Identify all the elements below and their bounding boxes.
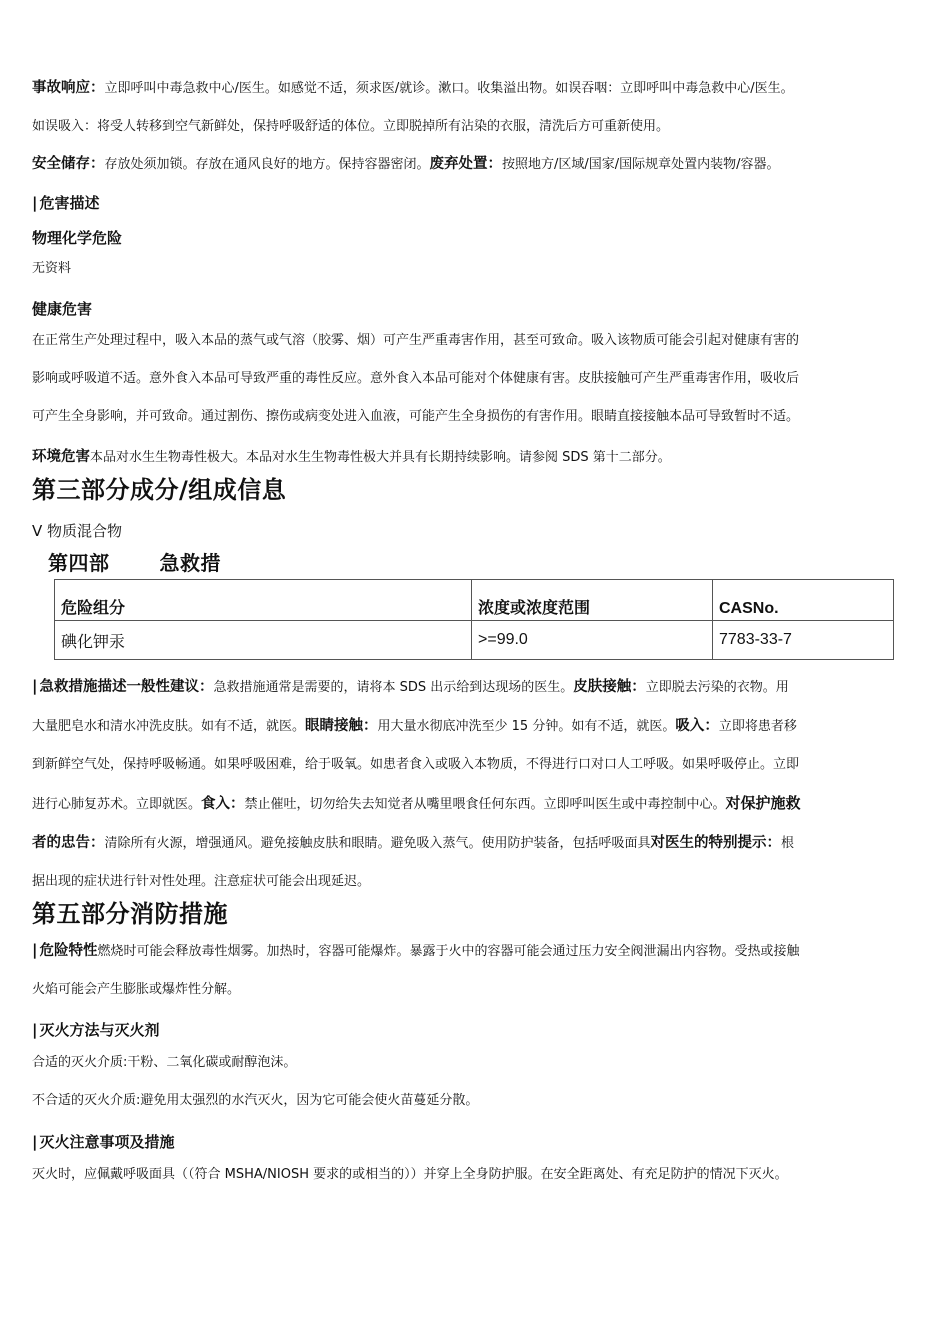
health-hazard-text	[32, 322, 918, 436]
fire-precaution-text: 灭火时，应佩戴呼吸面具（（符合 MSHA/NIOSH 要求的或相当的））并穿上全身防护服。在安全距离处、有充足防护的情况下灭火。	[32, 1167, 788, 1182]
fire-hazard-line-1	[32, 931, 918, 971]
rescuer-advice-label: 对保护施救	[725, 794, 801, 812]
accident-response-text: 立即呼叫中毒急救中心/医生。如感觉不适，须求医/就诊。漱口。收集溢出物。如误吞咽：立即呼叫中毒急救中心/医生。	[104, 81, 794, 96]
fire-hazard-label: 危险特性	[39, 943, 98, 959]
unsuitable-media-text: 不合适的灭火介质:避免用太强烈的水汽灭火，因为它可能会使火苗蔓延分散。	[32, 1093, 479, 1108]
health-hazard-line-1: 在正常生产处理过程中，吸入本品的蒸气或气溶（胶雾、烟）可产生严重毒害作用，甚至可致命。吸入该物质可能会引起对健康有害的	[32, 333, 800, 348]
part5-title: 第五部分消防措施	[32, 900, 228, 928]
fire-hazard-line-2: 火焰可能会产生膨胀或爆炸性分解。	[32, 982, 241, 997]
table-cell-concentration: >=99.0	[472, 621, 713, 660]
first-aid-general-text: 急救措施通常是需要的，请将本 SDS 出示给到达现场的医生。	[213, 680, 574, 695]
first-aid-line-6: 据出现的症状进行针对性处理。注意症状可能会出现延迟。	[32, 874, 371, 889]
first-aid-block	[32, 667, 918, 901]
inhalation-text: 立即将患者移	[718, 719, 797, 734]
phys-chem-hazard-text: 无资料	[32, 261, 72, 276]
first-aid-line-2	[32, 707, 918, 746]
health-hazard-title: 健康危害	[32, 300, 93, 318]
health-hazard-line-2: 影响或呼吸道不适。意外食入本品可导致严重的毒性反应。意外食入本品可能对个体健康有害。皮肤接触可产生严重毒害作用，吸收后	[32, 371, 800, 386]
disposal-text: 按照地方/区域/国家/国际规章处置内装物/容器。	[502, 157, 780, 172]
extinguish-method-title: | 灭火方法与灭火剂	[32, 1021, 160, 1039]
fire-precaution-title: | 灭火注意事项及措施	[32, 1133, 175, 1151]
table-header-row	[55, 580, 894, 621]
section-marker: |	[32, 1021, 38, 1039]
first-aid-line-4	[32, 784, 918, 824]
accident-response-label: 事故响应：	[32, 80, 105, 96]
composition-table	[54, 579, 894, 660]
storage-line	[32, 147, 918, 182]
inhalation-label: 吸入：	[675, 718, 719, 734]
eye-contact-label: 眼睛接触：	[305, 718, 378, 734]
substance-mixture-label: V 物质混合物	[32, 522, 123, 540]
environment-hazard-text: 本品对水生生物毒性极大。本品对水生生物毒性极大并具有长期持续影响。请参阅 SDS 第十二部分。	[90, 450, 671, 465]
first-aid-line-3: 到新鲜空气处，保持呼吸畅通。如果呼吸困难，给于吸氧。如患者食入或吸入本物质，不得进行口对口人工呼吸。如果呼吸停止。立即	[32, 757, 800, 772]
suitable-media-text: 合适的灭火介质:干粉、二氧化碳或耐醇泡沫。	[32, 1055, 297, 1070]
part3-title: 第三部分成分/组成信息	[32, 476, 287, 504]
skin-contact-text: 立即脱去污染的衣物。用	[645, 680, 789, 695]
storage-text: 存放处须加锁。存放在通风良好的地方。保持容器密闭。	[104, 157, 430, 172]
accident-response-line-2	[32, 107, 918, 147]
part4-overlap-title: 第四部 急救措	[48, 551, 221, 575]
first-aid-general-label: 急救措施描述一般性建议：	[39, 679, 214, 695]
ingestion-text: 禁止催吐，切勿给失去知觉者从嘴里喂食任何东西。立即呼叫医生或中毒控制中心。	[244, 797, 726, 812]
section-marker: |	[32, 194, 38, 212]
rescuer-advice-label-2: 者的忠告：	[32, 835, 105, 851]
environment-hazard-label: 环境危害	[32, 449, 90, 465]
first-aid-line-5	[32, 824, 918, 863]
storage-label: 安全储存：	[32, 156, 105, 172]
table-cell-component: 碘化钾汞	[55, 621, 472, 660]
first-aid-line-1	[32, 667, 918, 707]
skin-contact-label: 皮肤接触：	[573, 679, 646, 695]
table-header-casno: CASNo.	[713, 580, 894, 621]
table-header-concentration: 浓度或浓度范围	[472, 580, 713, 621]
table-cell-casno: 7783-33-7	[713, 621, 894, 660]
hazard-description-title: | 危害描述	[32, 194, 100, 212]
doctor-note-label: 对医生的特别提示：	[650, 835, 782, 851]
disposal-label: 废弃处置：	[429, 156, 503, 172]
section-marker: |	[32, 677, 38, 695]
doctor-note-text: 根	[781, 836, 795, 851]
section-marker: |	[32, 1133, 38, 1151]
accident-inhale-text: 如误吸入：将受人转移到空气新鲜处，保持呼吸舒适的体位。立即脱掉所有沾染的衣服，清洗后方可重新使用。	[32, 119, 670, 134]
inhalation-text-2: 进行心肺复苏术。立即就医。	[32, 797, 202, 812]
section-marker: |	[32, 941, 38, 959]
rescuer-advice-text: 清除所有火源，增强通风。避免接触皮肤和眼睛。避免吸入蒸气。使用防护装备，包括呼吸面具	[104, 836, 651, 851]
accident-response-line-1	[32, 70, 918, 107]
health-hazard-line-3: 可产生全身影响，并可致命。通过割伤、擦伤或病变处进入血液，可能产生全身损伤的有害作用。眼睛直接接触本品可导致暂时不适。	[32, 409, 800, 424]
sds-page	[32, 70, 918, 1185]
phys-chem-hazard-title: 物理化学危险	[32, 229, 123, 247]
eye-contact-text: 用大量水彻底冲洗至少 15 分钟。如有不适，就医。	[377, 719, 676, 734]
fire-hazard-text: 燃烧时可能会释放毒性烟雾。加热时，容器可能爆炸。暴露于火中的容器可能会通过压力安全阀泄漏出内容物。受热或接触	[97, 944, 800, 959]
skin-contact-text-2: 大量肥皂水和清水冲洗皮肤。如有不适，就医。	[32, 719, 306, 734]
table-header-component: 危险组分	[55, 580, 472, 621]
table-row	[55, 621, 894, 660]
ingestion-label: 食入：	[201, 796, 245, 812]
